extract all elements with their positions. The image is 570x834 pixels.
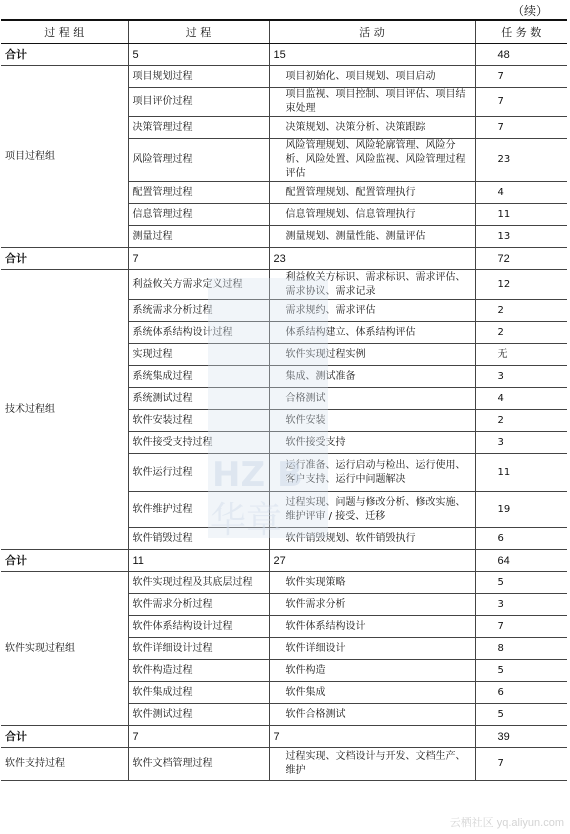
table-row xyxy=(1,270,567,300)
activity-list: 体系结构建立、体系结构评估 xyxy=(269,322,475,344)
activity-list: 软件安装 xyxy=(269,410,475,432)
activity-list: 软件体系结构设计 xyxy=(269,616,475,638)
process-table xyxy=(1,19,567,781)
process-name: 实现过程 xyxy=(128,344,269,366)
table-row xyxy=(1,66,567,88)
activity-list: 软件详细设计 xyxy=(269,638,475,660)
process-name: 系统需求分析过程 xyxy=(128,300,269,322)
total-row xyxy=(1,726,567,748)
total-task-count: 64 xyxy=(475,550,567,572)
task-count: 7 xyxy=(475,88,567,117)
watermark-chinese: 华章 xyxy=(210,500,283,541)
continued-label: （续） xyxy=(511,4,548,18)
activity-list: 测量规划、测量性能、测量评估 xyxy=(269,226,475,248)
process-name: 软件详细设计过程 xyxy=(128,638,269,660)
task-count: 7 xyxy=(475,616,567,638)
task-count: 7 xyxy=(475,117,567,139)
activity-list: 软件实现策略 xyxy=(269,572,475,594)
task-count: 11 xyxy=(475,454,567,492)
task-count: 4 xyxy=(475,182,567,204)
process-name: 软件销毁过程 xyxy=(128,528,269,550)
header-task-count: 任 务 数 xyxy=(475,20,567,44)
task-count: 3 xyxy=(475,594,567,616)
process-name: 软件接受支持过程 xyxy=(128,432,269,454)
activity-list: 过程实现、问题与修改分析、修改实施、维护评审 / 接受、迁移 xyxy=(269,492,475,528)
task-count: 5 xyxy=(475,660,567,682)
process-name: 软件运行过程 xyxy=(128,454,269,492)
process-name: 软件构造过程 xyxy=(128,660,269,682)
total-activity-count: 27 xyxy=(269,550,475,572)
total-label: 合计 xyxy=(1,550,128,572)
total-task-count: 72 xyxy=(475,248,567,270)
total-label: 合计 xyxy=(1,248,128,270)
header-process: 过 程 xyxy=(128,20,269,44)
activity-list: 需求规约、需求评估 xyxy=(269,300,475,322)
task-count: 6 xyxy=(475,528,567,550)
task-count: 4 xyxy=(475,388,567,410)
task-count: 3 xyxy=(475,432,567,454)
total-label: 合计 xyxy=(1,726,128,748)
process-name: 决策管理过程 xyxy=(128,117,269,139)
total-process-count: 7 xyxy=(128,248,269,270)
task-count: 13 xyxy=(475,226,567,248)
activity-list: 软件销毁规划、软件销毁执行 xyxy=(269,528,475,550)
total-task-count: 48 xyxy=(475,44,567,66)
total-row xyxy=(1,248,567,270)
activity-list: 过程实现、文档设计与开发、文档生产、维护 xyxy=(269,748,475,781)
process-name: 软件测试过程 xyxy=(128,704,269,726)
process-name: 软件体系结构设计过程 xyxy=(128,616,269,638)
process-group-name: 软件实现过程组 xyxy=(1,572,128,726)
table-row xyxy=(1,572,567,594)
activity-list: 软件集成 xyxy=(269,682,475,704)
task-count: 无 xyxy=(475,344,567,366)
process-name: 项目评价过程 xyxy=(128,88,269,117)
activity-list: 项目监视、项目控制、项目评估、项目结束处理 xyxy=(269,88,475,117)
process-group-name: 技术过程组 xyxy=(1,270,128,550)
header-process-group: 过 程 组 xyxy=(1,20,128,44)
task-count: 2 xyxy=(475,410,567,432)
process-name: 软件需求分析过程 xyxy=(128,594,269,616)
total-task-count: 39 xyxy=(475,726,567,748)
task-count: 3 xyxy=(475,366,567,388)
process-name: 软件文档管理过程 xyxy=(128,748,269,781)
activity-list: 集成、测试准备 xyxy=(269,366,475,388)
activity-list: 软件实现过程实例 xyxy=(269,344,475,366)
table-row xyxy=(1,748,567,781)
activity-list: 信息管理规划、信息管理执行 xyxy=(269,204,475,226)
activity-list: 配置管理规划、配置管理执行 xyxy=(269,182,475,204)
task-count: 11 xyxy=(475,204,567,226)
task-count: 2 xyxy=(475,300,567,322)
task-count: 5 xyxy=(475,572,567,594)
task-count: 7 xyxy=(475,748,567,781)
task-count: 23 xyxy=(475,139,567,182)
process-name: 系统集成过程 xyxy=(128,366,269,388)
activity-list: 风险管理规划、风险轮廓管理、风险分析、风险处置、风险监视、风险管理过程评估 xyxy=(269,139,475,182)
task-count: 2 xyxy=(475,322,567,344)
activity-list: 软件合格测试 xyxy=(269,704,475,726)
site-watermark: 云栖社区 yq.aliyun.com xyxy=(449,817,564,829)
task-count: 7 xyxy=(475,66,567,88)
process-group-name: 项目过程组 xyxy=(1,66,128,248)
activity-list: 软件接受支持 xyxy=(269,432,475,454)
table-header-row xyxy=(1,20,567,44)
activity-list: 决策规划、决策分析、决策跟踪 xyxy=(269,117,475,139)
total-row xyxy=(1,44,567,66)
process-name: 软件集成过程 xyxy=(128,682,269,704)
task-count: 19 xyxy=(475,492,567,528)
task-count: 12 xyxy=(475,270,567,300)
total-process-count: 5 xyxy=(128,44,269,66)
total-label: 合计 xyxy=(1,44,128,66)
activity-list: 软件构造 xyxy=(269,660,475,682)
activity-list: 利益攸关方标识、需求标识、需求评估、需求协议、需求记录 xyxy=(269,270,475,300)
process-name: 配置管理过程 xyxy=(128,182,269,204)
total-process-count: 7 xyxy=(128,726,269,748)
process-group-name: 软件支持过程 xyxy=(1,748,128,781)
process-name: 测量过程 xyxy=(128,226,269,248)
activity-list: 运行准备、运行启动与检出、运行使用、客户支持、运行中问题解决 xyxy=(269,454,475,492)
header-activity: 活 动 xyxy=(269,20,475,44)
task-count: 6 xyxy=(475,682,567,704)
activity-list: 合格测试 xyxy=(269,388,475,410)
process-name: 软件实现过程及其底层过程 xyxy=(128,572,269,594)
watermark-latin: HZ B xyxy=(212,455,303,495)
process-name: 利益攸关方需求定义过程 xyxy=(128,270,269,300)
total-activity-count: 7 xyxy=(269,726,475,748)
total-activity-count: 15 xyxy=(269,44,475,66)
process-name: 系统测试过程 xyxy=(128,388,269,410)
total-activity-count: 23 xyxy=(269,248,475,270)
process-name: 信息管理过程 xyxy=(128,204,269,226)
activity-list: 项目初始化、项目规划、项目启动 xyxy=(269,66,475,88)
process-name: 软件维护过程 xyxy=(128,492,269,528)
process-name: 风险管理过程 xyxy=(128,139,269,182)
activity-list: 软件需求分析 xyxy=(269,594,475,616)
table-body xyxy=(1,44,567,781)
total-row xyxy=(1,550,567,572)
process-name: 项目规划过程 xyxy=(128,66,269,88)
total-process-count: 11 xyxy=(128,550,269,572)
process-name: 系统体系结构设计过程 xyxy=(128,322,269,344)
task-count: 5 xyxy=(475,704,567,726)
task-count: 8 xyxy=(475,638,567,660)
process-name: 软件安装过程 xyxy=(128,410,269,432)
